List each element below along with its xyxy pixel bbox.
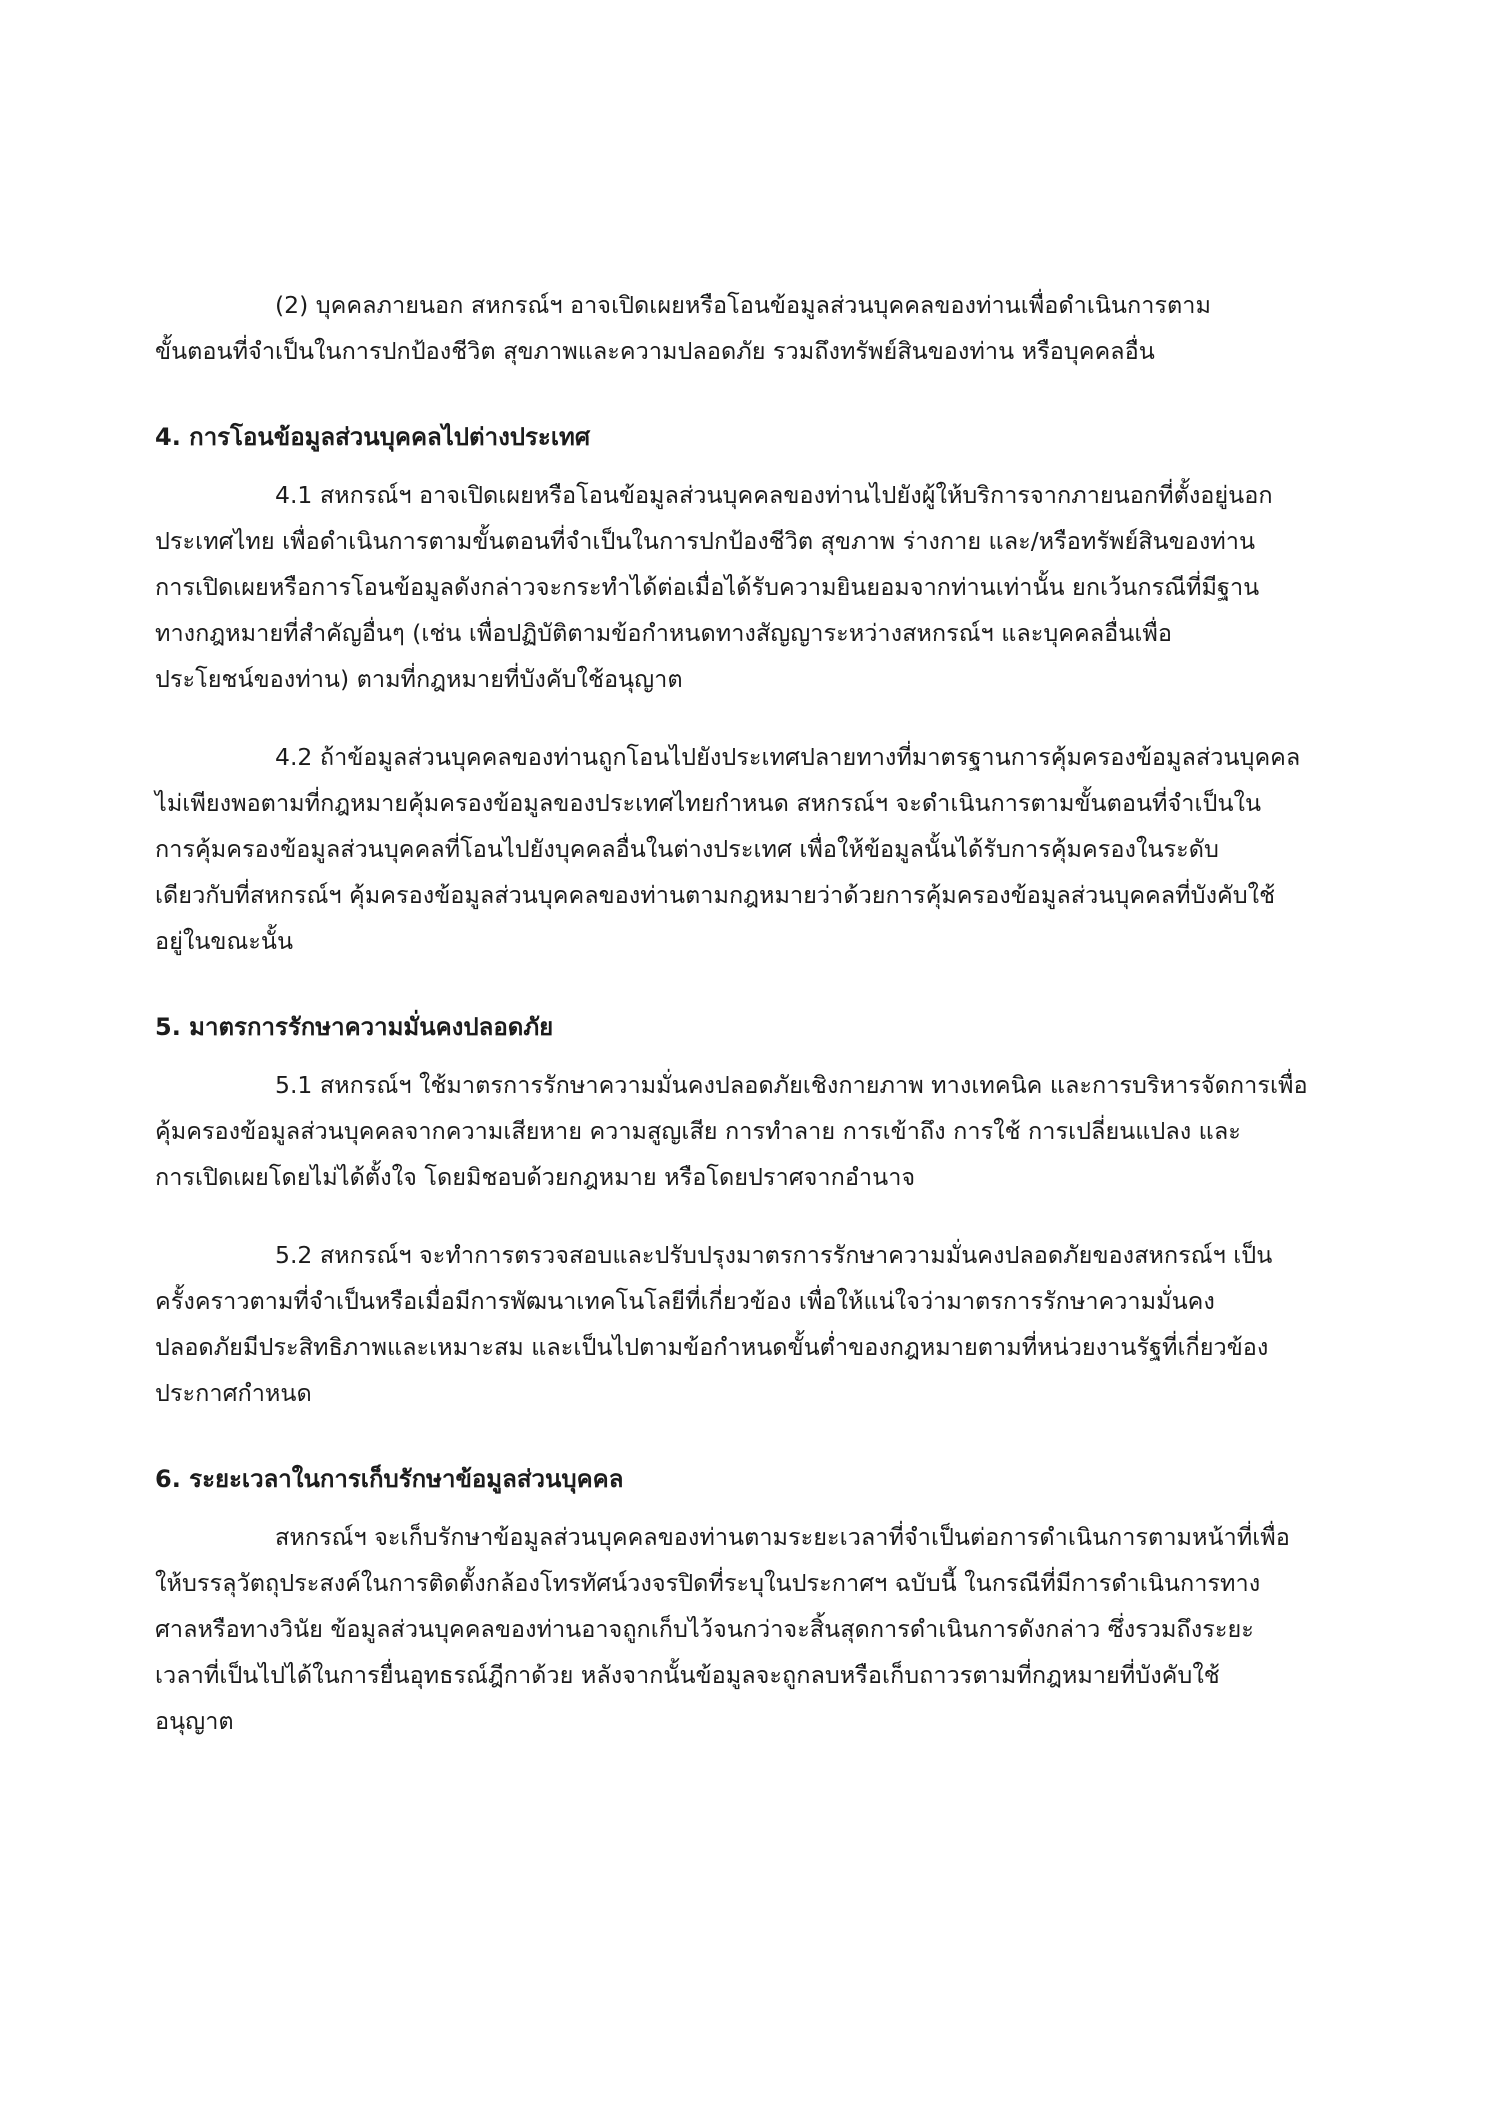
text-line: (2) บุคคลภายนอก สหกรณ์ฯ อาจเปิดเผยหรือโอนข้อมูลส่วนบุคคลของท่านเพื่อดำเนินการตาม [275,291,1211,319]
text-line: ไม่เพียงพอตามที่กฎหมายคุ้มครองข้อมูลของประเทศไทยกำหนด สหกรณ์ฯ จะดำเนินการตามขั้นตอนที่จำเป็นใน [155,789,1262,817]
section-4-heading: 4. การโอนข้อมูลส่วนบุคคลไปต่างประเทศ [155,423,591,451]
text-line: อยู่ในขณะนั้น [155,927,294,955]
text-line: ครั้งคราวตามที่จำเป็นหรือเมื่อมีการพัฒนาเทคโนโลยีที่เกี่ยวข้อง เพื่อให้แน่ใจว่ามาตรการรักษาความมั่นคง [155,1287,1215,1315]
text-line: การคุ้มครองข้อมูลส่วนบุคคลที่โอนไปยังบุคคลอื่นในต่างประเทศ เพื่อให้ข้อมูลนั้นได้รับการคุ้มครองในระดับ [155,835,1219,863]
text-line: ประโยชน์ของท่าน) ตามที่กฎหมายที่บังคับใช้อนุญาต [155,665,683,693]
text-line: ปลอดภัยมีประสิทธิภาพและเหมาะสม และเป็นไปตามข้อกำหนดขั้นต่ำของกฎหมายตามที่หน่วยงานรัฐที่เกี่ยวข้อง [155,1333,1269,1361]
text-line: 4.1 สหกรณ์ฯ อาจเปิดเผยหรือโอนข้อมูลส่วนบุคคลของท่านไปยังผู้ให้บริการจากภายนอกที่ตั้งอยู่นอก [275,481,1273,509]
text-line: ประเทศไทย เพื่อดำเนินการตามขั้นตอนที่จำเป็นในการปกป้องชีวิต สุขภาพ ร่างกาย และ/หรือทรัพย์สินของท่าน [155,527,1256,555]
text-line: เดียวกับที่สหกรณ์ฯ คุ้มครองข้อมูลส่วนบุคคลของท่านตามกฎหมายว่าด้วยการคุ้มครองข้อมูลส่วนบุคคลที่บังคับใช้ [155,881,1276,909]
text-line: ขั้นตอนที่จำเป็นในการปกป้องชีวิต สุขภาพและความปลอดภัย รวมถึงทรัพย์สินของท่าน หรือบุคคลอื่น [155,337,1155,365]
text-line: 5.2 สหกรณ์ฯ จะทำการตรวจสอบและปรับปรุงมาตรการรักษาความมั่นคงปลอดภัยของสหกรณ์ฯ เป็น [275,1241,1273,1269]
text-line: 4.2 ถ้าข้อมูลส่วนบุคคลของท่านถูกโอนไปยังประเทศปลายทางที่มาตรฐานการคุ้มครองข้อมูลส่วนบุคคล [275,743,1301,771]
intro-paragraph [155,282,1335,374]
text-line: ทางกฎหมายที่สำคัญอื่นๆ (เช่น เพื่อปฏิบัติตามข้อกำหนดทางสัญญาระหว่างสหกรณ์ฯ และบุคคลอื่นเพื่อ [155,619,1172,647]
text-line: ศาลหรือทางวินัย ข้อมูลส่วนบุคคลของท่านอาจถูกเก็บไว้จนกว่าจะสิ้นสุดการดำเนินการดังกล่าว ซึ่งรวมถึงระยะ [155,1615,1254,1643]
section-6-heading: 6. ระยะเวลาในการเก็บรักษาข้อมูลส่วนบุคคล [155,1465,624,1493]
text-line: การเปิดเผยหรือการโอนข้อมูลดังกล่าวจะกระทำได้ต่อเมื่อได้รับความยินยอมจากท่านเท่านั้น ยกเว้นกรณีที่มีฐาน [155,573,1260,601]
section-5-heading: 5. มาตรการรักษาความมั่นคงปลอดภัย [155,1013,554,1041]
text-line: การเปิดเผยโดยไม่ได้ตั้งใจ โดยมิชอบด้วยกฎหมาย หรือโดยปราศจากอำนาจ [155,1163,916,1191]
text-line: ประกาศกำหนด [155,1379,312,1407]
text-line: สหกรณ์ฯ จะเก็บรักษาข้อมูลส่วนบุคคลของท่านตามระยะเวลาที่จำเป็นต่อการดำเนินการตามหน้าที่เพื่อ [275,1523,1290,1551]
text-line: 5.1 สหกรณ์ฯ ใช้มาตรการรักษาความมั่นคงปลอดภัยเชิงกายภาพ ทางเทคนิค และการบริหารจัดการเพื่อ [275,1071,1308,1099]
section-6-paragraph [155,1514,1335,1744]
document-page [155,282,1335,1744]
section-4-1-paragraph [155,472,1335,702]
text-line: ให้บรรลุวัตถุประสงค์ในการติดตั้งกล้องโทรทัศน์วงจรปิดที่ระบุในประกาศฯ ฉบับนี้ ในกรณีที่มีการดำเนินการทาง [155,1569,1261,1597]
section-5-2-paragraph [155,1232,1335,1416]
section-4-2-paragraph [155,734,1335,964]
section-5-1-paragraph [155,1062,1335,1200]
text-line: เวลาที่เป็นไปได้ในการยื่นอุทธรณ์ฎีกาด้วย หลังจากนั้นข้อมูลจะถูกลบหรือเก็บถาวรตามที่กฎหมายที่บังคับใช้ [155,1661,1220,1689]
text-line: อนุญาต [155,1707,234,1735]
text-line: คุ้มครองข้อมูลส่วนบุคคลจากความเสียหาย ความสูญเสีย การทำลาย การเข้าถึง การใช้ การเปลี่ยนแปลง และ [155,1117,1241,1145]
